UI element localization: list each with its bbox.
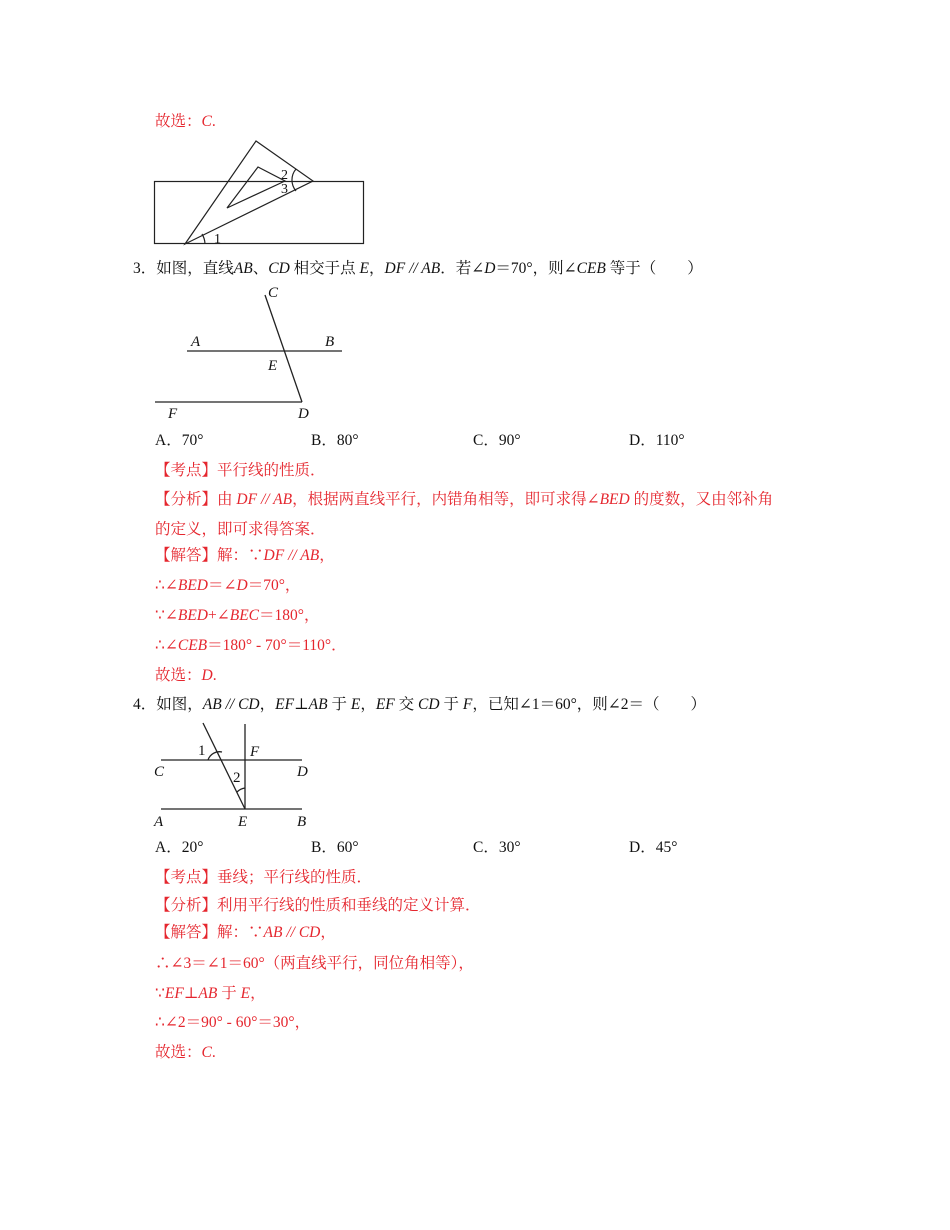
answer-choice: C [201, 113, 212, 130]
q4-answer-line: 故选：C. [155, 1044, 216, 1061]
option-a: A．70° [155, 432, 204, 449]
q3-figure [155, 295, 342, 402]
angle-label-2: 2 [281, 168, 288, 183]
option-d: D．45° [629, 839, 678, 856]
point-D: D [297, 764, 308, 780]
line-CD [265, 295, 302, 402]
q3-stem: 3．如图，直线AB、CD 相交于点 E，DF // AB．若∠D＝70°，则∠CEB 等于（ ） [133, 260, 703, 277]
q3-answer-line: 故选：D. [155, 667, 217, 684]
q3-fenxi: 【分析】由 DF // AB，根据两直线平行，内错角相等，即可求得∠BED 的度数，又由邻补角 [155, 491, 774, 508]
angle-label-2: 2 [233, 770, 241, 786]
point-F: F [168, 406, 178, 422]
q2-answer-line: 故选：C. [155, 113, 216, 130]
angle-1-arc [202, 234, 205, 244]
point-E: E [238, 814, 248, 830]
q4-figure [161, 723, 302, 809]
angle-2-3-arc [292, 169, 296, 191]
point-B: B [325, 334, 335, 350]
point-B: B [297, 814, 307, 830]
q4-kaodian: 【考点】垂线；平行线的性质． [155, 869, 373, 886]
q3-step-2: ∵∠BED+∠BEC＝180°， [155, 607, 320, 624]
q4-step-1: ∴∠3＝∠1＝60°（两直线平行，同位角相等）， [155, 955, 474, 972]
q3-step-3: ∴∠CEB＝180° - 70°＝110°． [155, 637, 347, 654]
option-b: B．80° [311, 432, 359, 449]
set-square-inner [227, 167, 285, 208]
point-F: F [250, 744, 260, 760]
q4-jieda: 【解答】解：∵AB // CD， [155, 924, 336, 941]
q4-step-3: ∴∠2＝90° - 60°＝30°， [155, 1014, 311, 1031]
q3-jieda: 【解答】解：∵DF // AB， [155, 547, 335, 564]
point-A: A [154, 814, 164, 830]
option-b: B．60° [311, 839, 359, 856]
point-E: E [268, 358, 278, 374]
q4-step-2: ∵EF⊥AB 于 E， [155, 985, 266, 1002]
option-c: C．30° [473, 839, 521, 856]
angle-label-1: 1 [214, 232, 221, 247]
point-C: C [154, 764, 165, 780]
point-A: A [191, 334, 201, 350]
point-D: D [298, 406, 309, 422]
angle-1-arc [208, 752, 222, 760]
option-c: C．90° [473, 432, 521, 449]
angle-label-1: 1 [198, 743, 206, 759]
q3-step-1: ∴∠BED＝∠D＝70°， [155, 577, 301, 594]
angle-2-arc [237, 788, 245, 792]
option-a: A．20° [155, 839, 204, 856]
ruler-rectangle [155, 182, 364, 244]
point-C: C [268, 285, 279, 301]
q3-fenxi-line2: 的定义，即可求得答案． [155, 521, 326, 538]
q3-kaodian: 【考点】平行线的性质． [155, 462, 326, 479]
q2-figure [155, 141, 364, 244]
answer-prefix: 故选： [155, 113, 202, 130]
option-d: D．110° [629, 432, 685, 449]
angle-label-3: 3 [281, 182, 288, 197]
transversal-line [203, 723, 245, 809]
set-square-outer [185, 141, 313, 244]
q4-fenxi: 【分析】利用平行线的性质和垂线的定义计算． [155, 897, 481, 914]
q4-stem: 4．如图，AB // CD，EF⊥AB 于 E，EF 交 CD 于 F，已知∠1＝60°，则∠2＝（ ） [133, 696, 707, 713]
